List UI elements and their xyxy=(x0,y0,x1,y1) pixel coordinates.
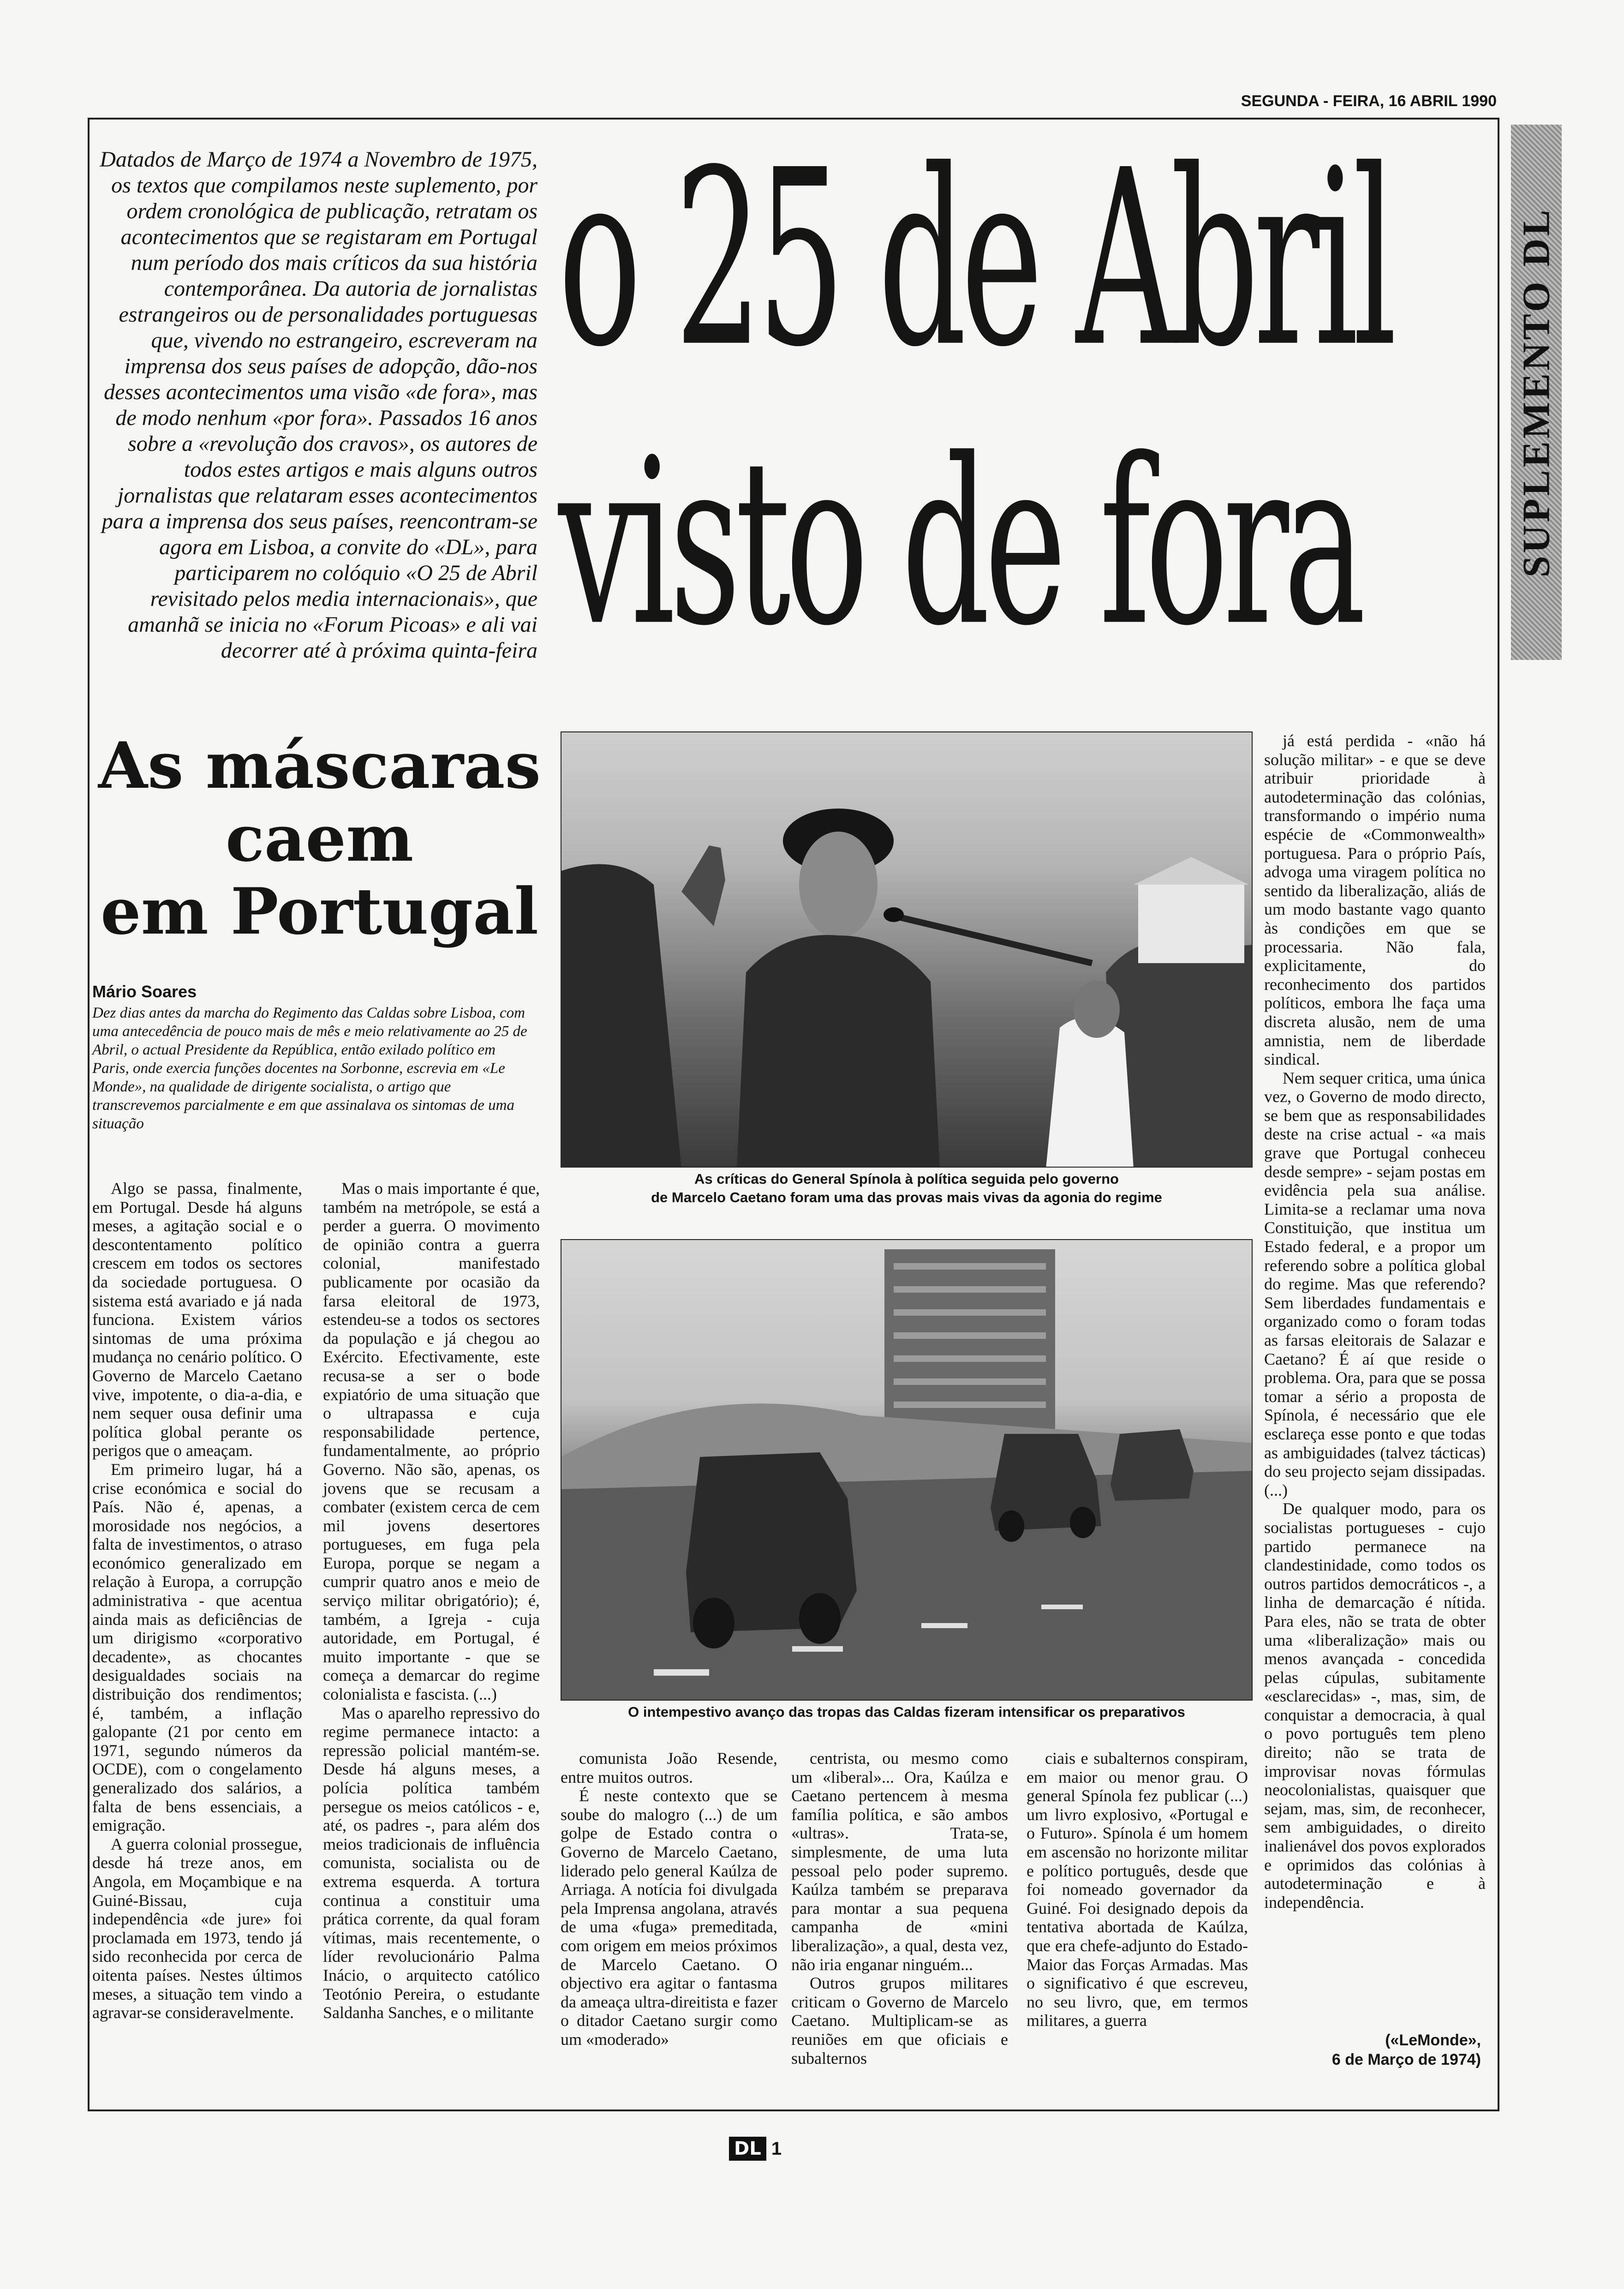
article-lead: Dez dias antes da marcha do Regimento das Caldas sobre Lisboa, com uma antecedência de pouco mais de mês e meio relativamente ao 25 de Abril, o actual Presidente da República, então exilado político em Paris, onde exercia funções docentes na Sorbonne, escrevia em «Le Monde», na qualidade de dirigente socialista, o artigo que transcrevemos parcialmente e em que assinalava os sintomas de uma situação xyxy=(92,1005,527,1132)
paragraph: Outros grupos militares criticam o Governo de Marcelo Caetano. Multiplicam-se as reuniões em que oficiais e subalternos xyxy=(791,1974,1008,2067)
paragraph: De qualquer modo, para os socialistas portugueses - cujo partido permanece na clandestinidade, como todos os outros partidos democráticos -, a linha de demarcação é nítida. Para eles, não se trata de obter uma «liberalização» mais ou menos avançada - concedida pelas cúpulas, subitamente «esclarecidas» -, mas, sim, de conquistar a democracia, à qual o povo português tem pleno direito; não se trata de improvisar novas fórmulas neocolonialistas, quaisquer que sejam, mas, sim, de reconhecer, sem ambiguidades, o direito inalienável dos povos explorados e oprimidos das colónias à autodeterminação e à independência. xyxy=(1264,1499,1486,1911)
body-column-5 xyxy=(1027,1749,1248,2030)
body-column-4 xyxy=(791,1749,1008,2067)
headline-line: As máscaras xyxy=(98,728,541,803)
caption-line: de Marcelo Caetano foram uma das provas mais vivas da agonia do regime xyxy=(651,1189,1162,1205)
dateline: SEGUNDA - FEIRA, 16 ABRIL 1990 xyxy=(1241,92,1497,110)
paragraph: ciais e subalternos conspiram, em maior ou menor grau. O general Spínola fez publicar (...) um livro explosivo, «Portugal e o Futuro». Spínola é um homem em ascensão no horizonte militar e político português, desde que foi nomeado governador da Guiné. Foi designado depois da tentativa abortada de Kaúlza, que era chefe-adjunto do Estado-Maior das Forças Armadas. Mas o significativo é que escreveu, no seu livro, que, em termos militares, a guerra xyxy=(1027,1749,1248,2030)
dl-logo: DL xyxy=(729,2137,766,2161)
paragraph: Nem sequer critica, uma única vez, o Governo de modo directo, se bem que as responsabilidades deste na crise actual - «a mais grave que Portugal conheceu desde sempre» - sejam postas em evidência pela sua análise. Limita-se a reclamar uma nova Constituição, que institua um Estado federal, e a propor um referendo sobre a política global do regime. Mas que referendo? Sem liberdades fundamentais e organizado como o foram todas as farsas eleitorais de Salazar e Caetano? É aí que reside o problema. Ora, para que se possa tomar a sério a proposta de Spínola, é necessário que ele esclareça esse ponto e que todas as ambiguidades (talvez tácticas) do seu projecto sejam dissipadas.(...) xyxy=(1264,1068,1486,1499)
photo-troops-graphic xyxy=(561,1240,1253,1701)
body-column-2 xyxy=(323,1179,540,2022)
paragraph: É neste contexto que se soube do malogro (...) de um golpe de Estado contra o Governo de Marcelo Caetano, liderado pelo general Kaúlza de Arriaga. A notícia foi divulgada pela Imprensa angolana, através de uma «fuga» premeditada, com origem em meios próximos de Marcelo Caetano. O objectivo era agitar o fantasma da ameaça ultra-direitista e fazer o ditador Caetano surgir como um «moderado» xyxy=(561,1786,777,2049)
photo-caption-1 xyxy=(561,1170,1253,1207)
photo-troops-advance xyxy=(561,1239,1253,1701)
page-number: 1 xyxy=(771,2139,782,2159)
body-column-6 xyxy=(1264,731,1486,1911)
headline-line: em Portugal xyxy=(100,874,539,949)
paragraph: centrista, ou mesmo como um «liberal»... Ora, Kaúlza e Caetano pertencem à mesma família política, e são ambos «ultras». Trata-se, simplesmente, de uma luta pessoal pelo poder supremo. Kaúlza também se preparava para montar a sua pequena campanha de «mini liberalização», a qual, desta vez, não iria enganar ninguém... xyxy=(791,1749,1008,1974)
photo-spinola-graphic xyxy=(561,732,1253,1168)
intro-text: Datados de Março de 1974 a Novembro de 1975, os textos que compilamos neste suplemento, por ordem cronológica de publicação, retratam os acontecimentos que se registaram em Portugal num período dos mais críticos da sua história contemporânea. Da autoria de jornalistas estrangeiros ou de personalidades portuguesas que, vivendo no estrangeiro, escreveram na imprensa dos seus países de adopção, dão-nos desses acontecimentos uma visão «de fora», mas de modo nenhum «por fora». Passados 16 anos sobre a «revolução dos cravos», os autores de todos estes artigos e mais alguns outros jornalistas que relataram esses acontecimentos para a imprensa dos seus países, reencontram-se agora em Lisboa, a convite do «DL», para participarem no colóquio «O 25 de Abril revisitado pelos media internacionais», que amanhã se inicia no «Forum Picoas» e ali vai decorrer até à próxima quinta-feira xyxy=(100,147,537,663)
supplement-tag-text: SUPLEMENTO DL xyxy=(1515,207,1558,578)
paragraph: Mas o mais importante é que, também na metrópole, se está a perder a guerra. O movimento de opinião contra a guerra colonial, manifestado publicamente por ocasião da farsa eleitoral de 1973, estendeu-se a todos os sectores da população e já chegou ao Exército. Efectivamente, este recusa-se a ser o bode expiatório de uma situação que o ultrapassa e cuja responsabilidade pertence, fundamentalmente, ao próprio Governo. Não são, apenas, os jovens que se recusam a combater (existem cerca de cem mil jovens desertores portugueses, em fuga pela Europa, porque se negam a cumprir quatro anos e meio de serviço militar obrigatório); é, também, a Igreja - cuja autoridade, em Portugal, é muito importante - que se começa a demarcar do regime colonialista e fascista. (...) xyxy=(323,1179,540,1704)
paragraph: Mas o aparelho repressivo do regime permanece intacto: a repressão policial mantém-se. Desde há alguns meses, a polícia política também persegue os meios católicos - e, até, os padres -, para além dos meios tradicionais de influência comunista, socialista ou de extrema esquerda. A tortura continua a constituir uma prática corrente, da qual foram vítimas, mais recentemente, o líder revolucionário Palma Inácio, o arquitecto católico Teotónio Pereira, o estudante Saldanha Sanches, e o militante xyxy=(323,1703,540,2022)
page-footer xyxy=(729,2137,782,2161)
photo-caption-2: O intempestivo avanço das tropas das Caldas fizeram intensificar os preparativos xyxy=(628,1704,1185,1720)
source-signature xyxy=(1264,2031,1481,2069)
title-line-2: visto de fora xyxy=(558,410,1361,676)
body-column-3 xyxy=(561,1749,777,2049)
paragraph: comunista João Resende, entre muitos outros. xyxy=(561,1749,777,1786)
author-byline: Mário Soares xyxy=(92,982,197,1001)
article-headline xyxy=(92,729,547,948)
paragraph: já está perdida - «não há solução militar» - e que se deve atribuir prioridade à autodeterminação das colónias, transformando o império numa espécie de «Commonwealth» portuguesa. Para o próprio País, advoga uma viragem política no sentido da liberalização, aliás de um modo bastante vago quanto às condições em que se processaria. Não fala, explicitamente, do reconhecimento dos partidos políticos, embora lhe faça uma discreta alusão, nem de uma amnistia, nem de liberdade sindical. xyxy=(1264,731,1486,1069)
title-line-1: o 25 de Abril xyxy=(558,118,1392,400)
caption-line: As críticas do General Spínola à política seguida pelo governo xyxy=(694,1171,1119,1187)
supplement-tag xyxy=(1511,125,1562,660)
photo-spinola-speech xyxy=(561,731,1253,1168)
body-column-1 xyxy=(92,1179,302,2022)
signature-line: («LeMonde», xyxy=(1385,2031,1481,2049)
paragraph: A guerra colonial prossegue, desde há treze anos, em Angola, em Moçambique e na Guiné-Bissau, cuja independência «de jure» foi proclamada em 1973, tendo já sido reconhecida por cerca de oitenta países. Nestes últimos meses, a situação tem vindo a agravar-se consideravelmente. xyxy=(92,1834,302,2022)
signature-line: 6 de Março de 1974) xyxy=(1331,2051,1481,2068)
headline-line: caem xyxy=(225,801,414,876)
paragraph: Algo se passa, finalmente, em Portugal. Desde há alguns meses, a agitação social e o descontentamento político crescem em todos os sectores da sociedade portuguesa. O sistema está avariado e já nada funciona. Existem vários sintomas de uma próxima mudança no cenário político. O Governo de Marcelo Caetano vive, impotente, o dia-a-dia, e nem sequer ousa definir uma política global perante os perigos que o ameaçam. xyxy=(92,1179,302,1460)
paragraph: Em primeiro lugar, há a crise económica e social do País. Não é, apenas, a morosidade nos negócios, a falta de investimentos, o atraso económico generalizado em relação à Europa, a corrupção administrativa - que acentua ainda mais as deficiências de um dirigismo «corporativo decadente», as chocantes desigualdades sociais na distribuição dos rendimentos; é, também, a inflação galopante (21 por cento em 1971, segundo números da OCDE), com o congelamento generalizado dos salários, a falta de bens essenciais, a emigração. xyxy=(92,1460,302,1835)
